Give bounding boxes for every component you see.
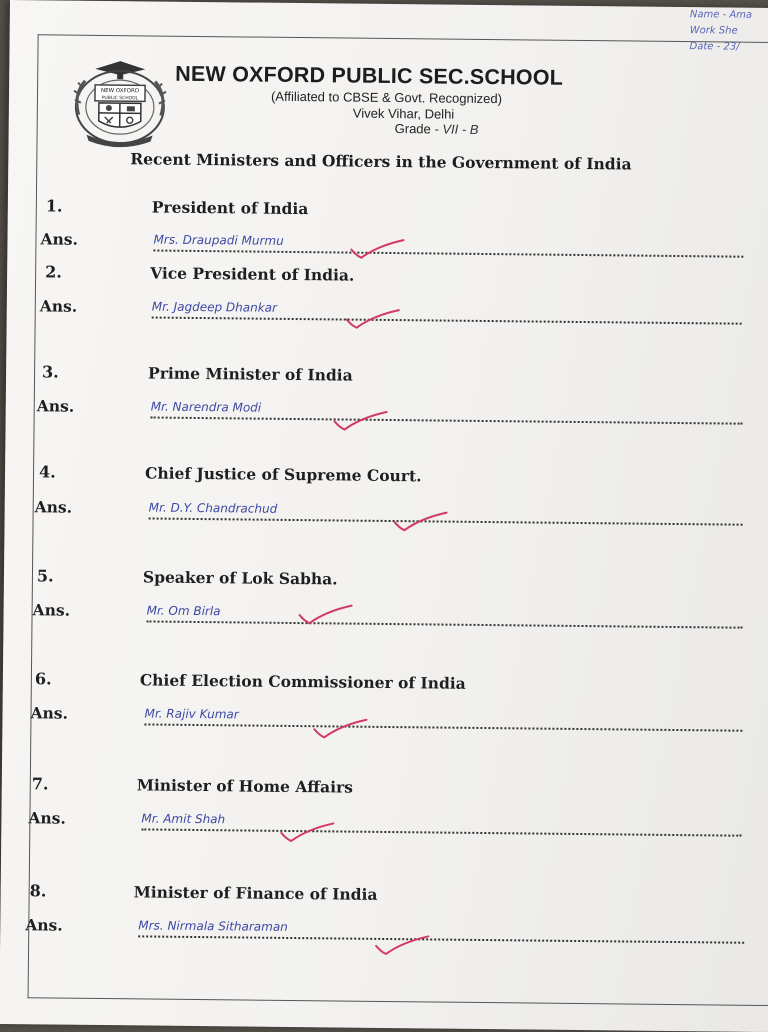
question-number: 6. [35,669,52,688]
answer-label: Ans. [25,915,63,934]
corner-note-line: Work She [690,23,768,40]
question-text: Minister of Home Affairs [137,775,353,796]
question-number: 5. [37,566,54,585]
school-name: NEW OXFORD PUBLIC SEC.SCHOOL [175,62,735,93]
tick-mark-icon [277,819,337,846]
answer-label: Ans. [33,600,71,619]
question-text: Chief Election Commissioner of India [140,670,466,692]
question-number: 1. [46,196,63,215]
tick-mark-icon [343,306,403,333]
school-location: Vivek Vihar, Delhi [353,106,455,122]
grade-label: Grade [395,121,431,136]
handwritten-answer: Mr. D.Y. Chandrachud [149,500,743,525]
tick-mark-icon [390,508,450,535]
svg-text:NEW OXFORD: NEW OXFORD [101,88,139,94]
grade-value: - VII - B [434,121,478,136]
worksheet-title: Recent Ministers and Officers in the Government of India [130,149,631,173]
answer-label: Ans. [28,808,66,827]
answer-label: Ans. [37,396,75,415]
question-number: 8. [30,881,47,900]
question-text: Vice President of India. [150,263,354,284]
tick-mark-icon [310,715,370,742]
tick-mark-icon [372,932,432,959]
question-text: Minister of Finance of India [134,882,378,904]
question-text: Speaker of Lok Sabha. [143,567,338,588]
question-number: 7. [32,774,49,793]
handwritten-answer: Mrs. Draupadi Murmu [153,233,743,258]
answer-label: Ans. [40,296,78,315]
handwritten-answer: Mr. Rajiv Kumar [144,706,742,731]
tick-mark-icon [295,601,355,628]
answer-label: Ans. [35,497,73,516]
handwritten-answer: Mr. Om Birla [146,603,742,628]
question-number: 3. [42,362,59,381]
affiliation-text: (Affiliated to CBSE & Govt. Recognized) [271,89,502,106]
question-list [10,0,768,8]
question-text: Chief Justice of Supreme Court. [145,463,422,485]
corner-note-line: Date - 23/ [689,39,768,56]
handwritten-answer: Mr. Amit Shah [141,811,741,836]
handwritten-corner-note [689,7,768,56]
answer-label: Ans. [40,229,78,248]
grade-line [395,121,479,137]
handwritten-answer: Mr. Jagdeep Dhankar [152,300,742,325]
svg-text:PUBLIC SCHOOL: PUBLIC SCHOOL [102,95,139,101]
question-number: 4. [39,462,56,481]
answer-label: Ans. [30,703,68,722]
tick-mark-icon [347,236,407,263]
corner-note-line: Name - Ama [690,7,768,24]
tick-mark-icon [330,407,390,434]
question-text: President of India [152,197,309,218]
handwritten-answer: Mr. Narendra Modi [151,399,743,424]
question-text: Prime Minister of India [148,363,353,384]
handwritten-answer: Mrs. Nirmala Sitharaman [138,918,744,943]
school-crest-icon [64,55,175,152]
question-number: 2. [45,262,62,281]
